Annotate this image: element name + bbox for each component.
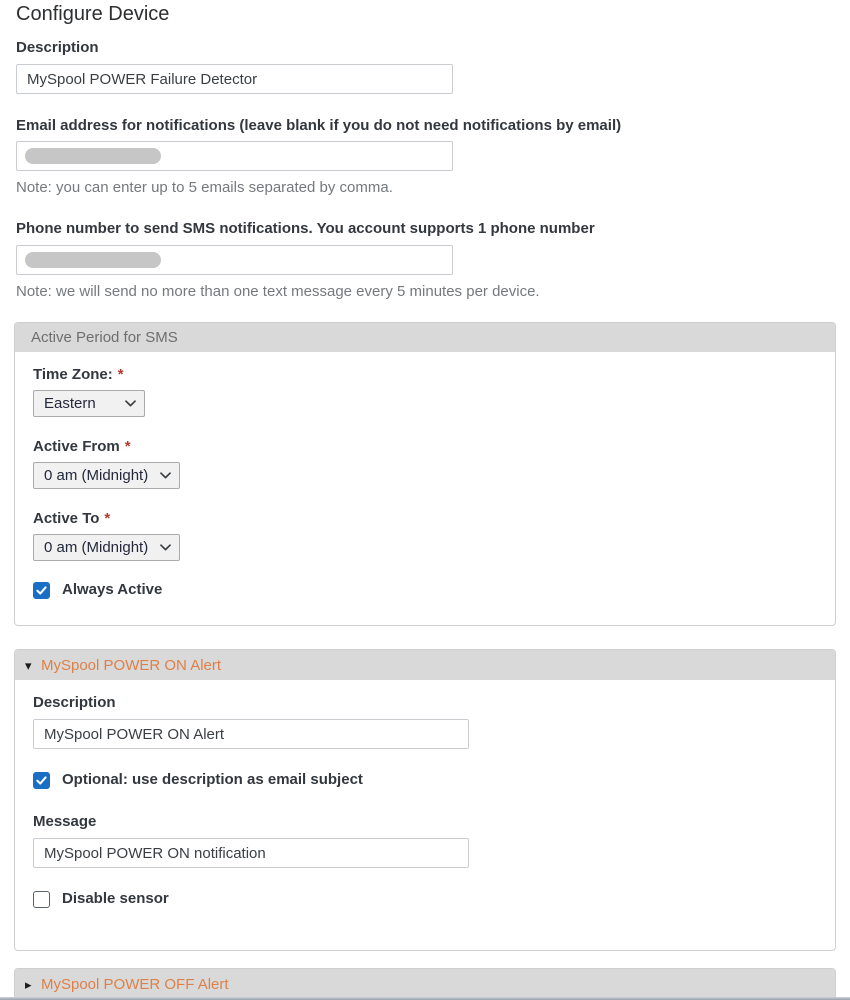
power-on-alert-panel xyxy=(14,649,836,951)
caret-down-icon: ▾ xyxy=(25,657,32,673)
power-on-alert-title: MySpool POWER ON Alert xyxy=(41,656,222,674)
redacted-phone-value xyxy=(25,252,161,268)
active-from-label-text: Active From xyxy=(33,438,120,455)
active-from-label xyxy=(33,438,819,456)
always-active-label: Always Active xyxy=(62,581,163,598)
always-active-checkbox[interactable] xyxy=(33,582,50,599)
required-asterisk: * xyxy=(117,366,124,383)
active-period-header: Active Period for SMS xyxy=(15,323,835,352)
active-period-body xyxy=(15,352,835,625)
email-input[interactable] xyxy=(16,141,453,171)
phone-label: Phone number to send SMS notifications. You account supports 1 phone number xyxy=(16,220,595,237)
chevron-down-icon xyxy=(160,472,171,479)
active-to-label-text: Active To xyxy=(33,510,100,527)
disable-sensor-row xyxy=(33,890,819,908)
disable-sensor-label: Disable sensor xyxy=(62,890,169,907)
chevron-down-icon xyxy=(160,544,171,551)
power-off-alert-panel xyxy=(14,968,836,1000)
active-to-label xyxy=(33,510,819,528)
power-off-alert-title: MySpool POWER OFF Alert xyxy=(41,975,229,993)
phone-note: Note: we will send no more than one text message every 5 minutes per device. xyxy=(16,283,540,300)
active-to-select[interactable] xyxy=(33,534,180,561)
alert-message-input[interactable] xyxy=(33,838,469,868)
caret-right-icon: ▸ xyxy=(25,976,32,992)
email-label: Email address for notifications (leave blank if you do not need notifications by email) xyxy=(16,117,622,134)
timezone-select[interactable] xyxy=(33,390,145,417)
active-from-select-value: 0 am (Midnight) xyxy=(44,467,149,484)
description-label: Description xyxy=(16,39,99,56)
active-from-select[interactable] xyxy=(33,462,180,489)
redacted-email-value xyxy=(25,148,161,164)
alert-message-label: Message xyxy=(33,813,97,830)
alert-description-input[interactable] xyxy=(33,719,469,749)
always-active-row xyxy=(33,581,819,599)
disable-sensor-checkbox[interactable] xyxy=(33,891,50,908)
use-description-as-subject-checkbox[interactable] xyxy=(33,772,50,789)
page-title: Configure Device xyxy=(16,3,170,25)
required-asterisk: * xyxy=(124,438,131,455)
email-note: Note: you can enter up to 5 emails separated by comma. xyxy=(16,179,393,196)
power-on-alert-body xyxy=(15,680,835,950)
required-asterisk: * xyxy=(104,510,111,527)
timezone-select-value: Eastern xyxy=(44,395,96,412)
active-to-select-value: 0 am (Midnight) xyxy=(44,539,149,556)
chevron-down-icon xyxy=(125,400,136,407)
power-off-alert-header[interactable] xyxy=(15,969,835,999)
phone-input[interactable] xyxy=(16,245,453,275)
power-on-alert-header[interactable] xyxy=(15,650,835,680)
description-input[interactable] xyxy=(16,64,453,94)
use-description-as-subject-label: Optional: use description as email subject xyxy=(62,771,363,788)
alert-description-label: Description xyxy=(33,694,116,711)
active-period-panel xyxy=(14,322,836,626)
timezone-label-text: Time Zone: xyxy=(33,366,113,383)
timezone-label xyxy=(33,366,819,384)
use-description-as-subject-row xyxy=(33,771,819,789)
